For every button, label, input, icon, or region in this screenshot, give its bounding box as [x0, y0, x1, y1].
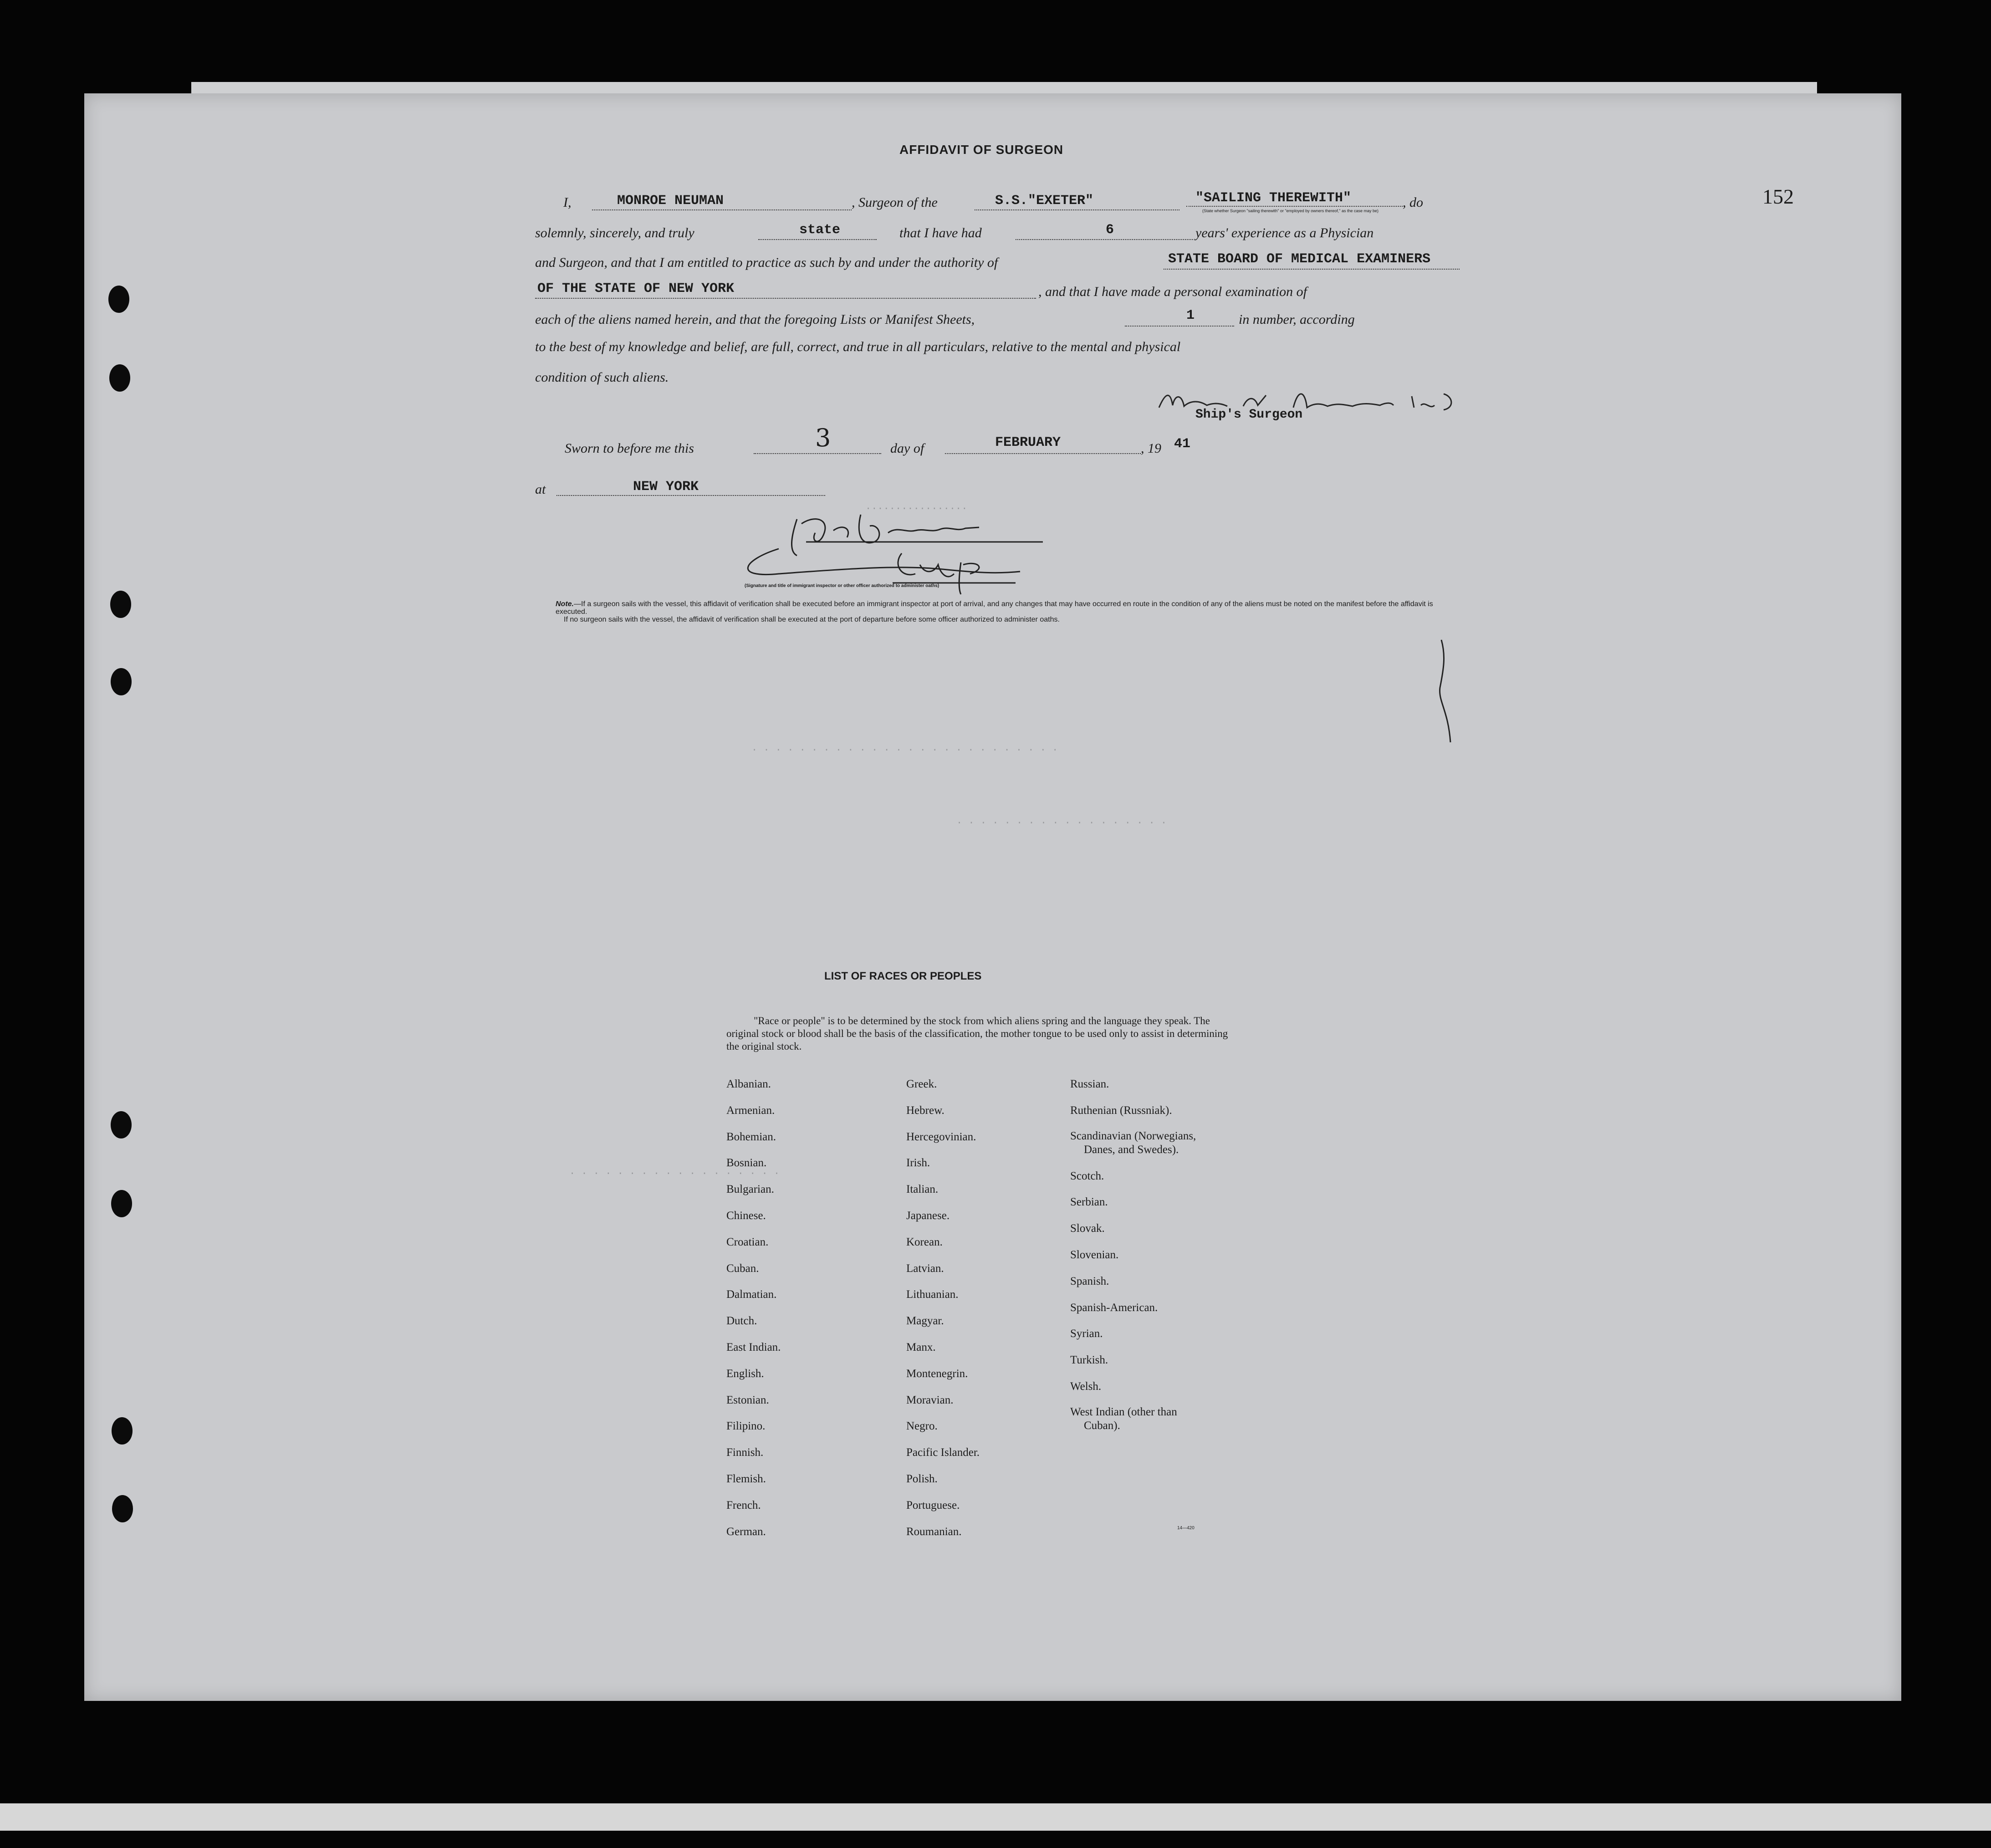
race-item: Polish.: [906, 1472, 938, 1485]
sworn-month: FEBRUARY: [995, 435, 1061, 450]
race-item: Dutch.: [726, 1315, 757, 1327]
races-title: LIST OF RACES OR PEOPLES: [824, 970, 982, 982]
binder-hole: [111, 1190, 132, 1217]
surgeon-capacity: "SAILING THEREWITH": [1195, 190, 1352, 206]
race-item: Hercegovinian.: [906, 1130, 976, 1143]
sworn-year: 41: [1174, 436, 1191, 452]
race-item: Serbian.: [1070, 1196, 1108, 1209]
race-item: Cuban).: [1084, 1419, 1120, 1432]
race-item: Bulgarian.: [726, 1183, 774, 1196]
each-of-text: each of the aliens named herein, and that the foregoing Lists or Manifest Sheets,: [535, 312, 975, 327]
race-item: Dalmatian.: [726, 1288, 777, 1301]
race-item: Estonian.: [726, 1394, 769, 1406]
authority-line-1: STATE BOARD OF MEDICAL EXAMINERS: [1168, 251, 1431, 267]
race-item: German.: [726, 1525, 766, 1538]
race-item: Welsh.: [1070, 1380, 1102, 1393]
fill-rule: [535, 298, 1036, 299]
fill-rule: [1164, 269, 1460, 270]
had-text: that I have had: [899, 225, 982, 240]
race-item: Spanish.: [1070, 1275, 1109, 1287]
note-text-2: If no surgeon sails with the vessel, the affidavit of verification shall be executed at the port of departure before some officer authorized to administer oaths.: [564, 616, 1060, 623]
race-item: Negro.: [906, 1420, 938, 1433]
officer-caption: (Signature and title of immigrant inspector or other officer authorized to administer oaths): [745, 583, 939, 588]
surgeon-name: MONROE NEUMAN: [617, 193, 724, 209]
race-item: West Indian (other than: [1070, 1405, 1177, 1418]
sworn-place: NEW YORK: [633, 479, 699, 495]
race-item: Albanian.: [726, 1078, 771, 1090]
do-text: , do: [1403, 195, 1423, 210]
race-item: Hebrew.: [906, 1104, 944, 1117]
race-item: Magyar.: [906, 1315, 944, 1327]
binder-hole: [112, 1417, 133, 1445]
verb-value: state: [799, 222, 841, 238]
race-item: Japanese.: [906, 1209, 950, 1222]
race-item: Portuguese.: [906, 1499, 960, 1511]
race-item: Moravian.: [906, 1394, 954, 1406]
binder-hole: [112, 1495, 133, 1522]
fill-rule: [945, 453, 1141, 454]
fill-rule: [1186, 206, 1403, 207]
race-item: Turkish.: [1070, 1354, 1108, 1367]
note-text-1: —If a surgeon sails with the vessel, this affidavit of verification shall be executed before an immigrant inspector at port of arrival, and any changes that may have occurred en route in the condition of any of the aliens must be noted on the manifest before the affidavit is executed.: [556, 600, 1433, 616]
race-item: Bohemian.: [726, 1130, 776, 1143]
page-number: 152: [1762, 185, 1794, 208]
affidavit-line-6: to the best of my knowledge and belief, are full, correct, and true in all particulars, relative to the mental and physical: [535, 339, 1181, 354]
race-item: Slovak.: [1070, 1222, 1105, 1235]
race-item: Danes, and Swedes).: [1084, 1143, 1179, 1156]
race-item: Armenian.: [726, 1104, 775, 1117]
race-item: Latvian.: [906, 1262, 944, 1275]
surgeon-of-text: , Surgeon of the: [852, 195, 938, 210]
at-text: at: [535, 482, 546, 497]
scan-bottom-band: [0, 1803, 1991, 1831]
race-item: Roumanian.: [906, 1525, 962, 1538]
i-label: I,: [563, 195, 572, 210]
fill-rule: [758, 239, 877, 240]
race-item: Scotch.: [1070, 1169, 1104, 1182]
authority-line-2: OF THE STATE OF NEW YORK: [537, 281, 735, 296]
race-item: Pacific Islander.: [906, 1446, 980, 1459]
years-value: 6: [1106, 222, 1114, 238]
sworn-day: 3: [815, 424, 831, 452]
document-page: [84, 93, 1901, 1701]
and-surgeon-text: and Surgeon, and that I am entitled to practice as such by and under the authority of: [535, 255, 998, 270]
race-item: Chinese.: [726, 1209, 766, 1222]
solemnly-text: solemnly, sincerely, and truly: [535, 225, 694, 240]
race-item: English.: [726, 1367, 764, 1380]
races-column-1: [726, 1071, 781, 1545]
race-item: Croatian.: [726, 1235, 769, 1248]
fill-rule: [556, 495, 825, 496]
binder-hole: [111, 1111, 132, 1138]
binder-hole: [110, 591, 131, 618]
binder-hole: [108, 286, 129, 313]
in-number-text: in number, according: [1239, 312, 1355, 327]
race-item: Cuban.: [726, 1262, 759, 1275]
binder-hole: [111, 668, 132, 695]
race-item: Italian.: [906, 1183, 939, 1196]
year-prefix: , 19: [1141, 441, 1161, 456]
race-item: Greek.: [906, 1078, 937, 1090]
pen-mark: [1430, 638, 1457, 747]
sworn-text: Sworn to before me this: [565, 441, 694, 456]
fill-rule: [592, 209, 852, 210]
day-of-text: day of: [890, 441, 924, 456]
ship-name: S.S."EXETER": [995, 193, 1094, 209]
race-item: Slovenian.: [1070, 1248, 1119, 1261]
note-paragraph: [556, 600, 1439, 623]
affidavit-title: AFFIDAVIT OF SURGEON: [899, 143, 1064, 157]
race-item: Flemish.: [726, 1472, 766, 1485]
race-item: Irish.: [906, 1157, 930, 1169]
race-item: French.: [726, 1499, 761, 1511]
fill-rule: [1125, 326, 1234, 327]
form-number: 14—420: [1177, 1526, 1195, 1531]
personal-exam-text: , and that I have made a personal examination of: [1038, 284, 1307, 299]
race-item: Montenegrin.: [906, 1367, 968, 1380]
affidavit-line-7: condition of such aliens.: [535, 370, 669, 385]
fill-rule: [1016, 239, 1193, 240]
race-item: Scandinavian (Norwegians,: [1070, 1129, 1196, 1142]
race-item: Finnish.: [726, 1446, 764, 1459]
race-item: Manx.: [906, 1341, 936, 1353]
ships-surgeon-caption: Ship's Surgeon: [1195, 408, 1303, 422]
races-column-2: [906, 1071, 980, 1545]
fill-rule: [754, 453, 881, 454]
sheets-value: 1: [1186, 308, 1195, 323]
capacity-hint: (State whether Surgeon "sailing therewith" or "employed by owners thereof," as the case may be): [1202, 209, 1378, 213]
fill-rule: [975, 209, 1179, 210]
note-label: Note.: [556, 600, 574, 608]
years-experience-text: years' experience as a Physician: [1195, 225, 1374, 240]
binder-hole: [109, 364, 130, 392]
races-intro: "Race or people" is to be determined by the stock from which aliens spring and the language they speak. The original stock or blood shall be the basis of the classification, the mother tongue to be used only to assist in determining the original stock.: [726, 1015, 1228, 1052]
races-column-3: [1070, 1071, 1196, 1433]
race-item: Filipino.: [726, 1420, 766, 1433]
race-item: Bosnian.: [726, 1157, 767, 1169]
race-item: Russian.: [1070, 1078, 1109, 1090]
race-item: East Indian.: [726, 1341, 781, 1353]
race-item: Ruthenian (Russniak).: [1070, 1104, 1172, 1117]
race-item: Syrian.: [1070, 1327, 1103, 1340]
race-item: Spanish-American.: [1070, 1301, 1158, 1314]
race-item: Korean.: [906, 1235, 943, 1248]
race-item: Lithuanian.: [906, 1288, 959, 1301]
